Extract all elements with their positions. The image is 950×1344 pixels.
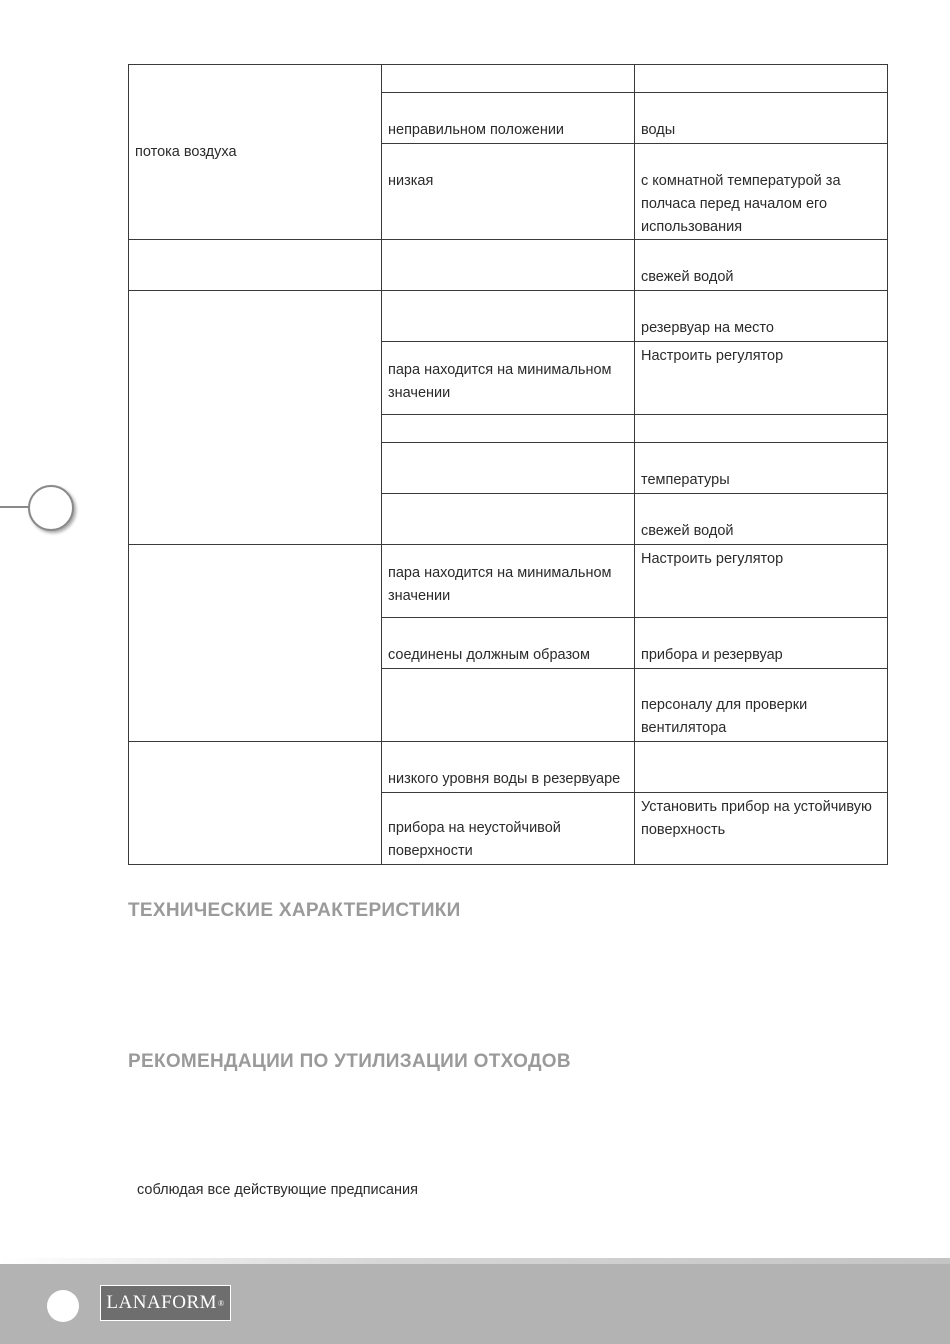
table-cell [382, 669, 635, 742]
table-cell [635, 415, 888, 443]
disposal-note: соблюдая все действующие предписания [137, 1182, 418, 1198]
page-number-circle [47, 1290, 79, 1322]
table-cell [382, 291, 635, 342]
table-cell: свежей водой [635, 494, 888, 545]
side-tab-circle [28, 485, 74, 531]
logo-text: LANAFORM [106, 1292, 218, 1313]
table-cell: воды [635, 93, 888, 144]
table-cell: Настроить регулятор [635, 545, 888, 618]
table-cell: неправильном положении [382, 93, 635, 144]
table-cell: температуры [635, 443, 888, 494]
table-cell: потока воздуха [129, 65, 382, 240]
lanaform-logo [100, 1285, 231, 1321]
table-cell [129, 291, 382, 545]
table-row [129, 65, 888, 93]
side-tab-line [0, 506, 30, 508]
disposal-heading: РЕКОМЕНДАЦИИ ПО УТИЛИЗАЦИИ ОТХОДОВ [128, 1051, 571, 1072]
specs-heading: ТЕХНИЧЕСКИЕ ХАРАКТЕРИСТИКИ [128, 900, 461, 921]
table-cell [635, 65, 888, 93]
table-cell [129, 742, 382, 865]
table-cell: персоналу для проверки вентилятора [635, 669, 888, 742]
table-cell [635, 742, 888, 793]
table-cell: резервуар на место [635, 291, 888, 342]
table-cell: Настроить регулятор [635, 342, 888, 415]
table-cell [382, 443, 635, 494]
table-row [129, 545, 888, 618]
table-cell [382, 65, 635, 93]
table-cell: прибора и резервуар [635, 618, 888, 669]
table-row [129, 742, 888, 793]
troubleshooting-table [128, 64, 888, 865]
table-cell [382, 494, 635, 545]
table-cell [129, 545, 382, 742]
table-cell: низкая [382, 144, 635, 240]
table-cell [129, 240, 382, 291]
table-cell [382, 415, 635, 443]
table-row [129, 240, 888, 291]
table-cell: свежей водой [635, 240, 888, 291]
registered-mark: ® [218, 1298, 225, 1308]
table-cell: с комнатной температурой за полчаса перед началом его использования [635, 144, 888, 240]
table-cell: соединены должным образом [382, 618, 635, 669]
table-cell: прибора на неустойчивой поверхности [382, 793, 635, 865]
table-cell: Установить прибор на устойчивую поверхность [635, 793, 888, 865]
table-cell: низкого уровня воды в резервуаре [382, 742, 635, 793]
table-cell: пара находится на минимальном значении [382, 342, 635, 415]
table-cell: пара находится на минимальном значении [382, 545, 635, 618]
table-cell [382, 240, 635, 291]
table-row [129, 291, 888, 342]
